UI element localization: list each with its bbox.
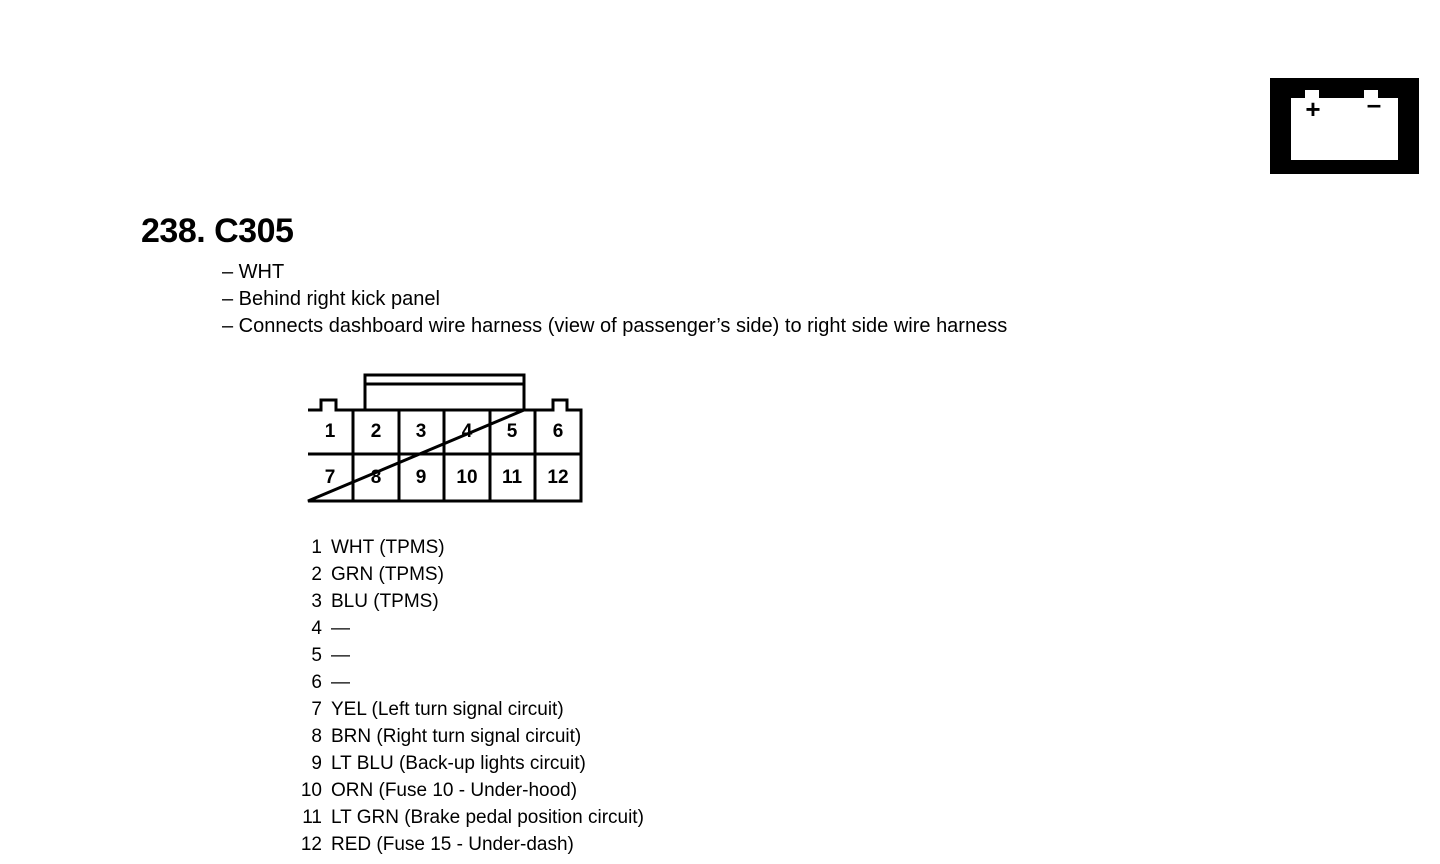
pin-row [296,534,644,561]
pin-description: WHT (TPMS) [331,537,445,558]
pin-row [296,696,644,723]
pin-description: — [331,672,350,693]
page-title: 238. C305 [141,212,294,250]
pin-row [296,831,644,858]
pin-number: 9 [311,753,322,774]
pin-description: LT BLU (Back-up lights circuit) [331,753,586,774]
cavity-1: 1 [324,421,336,442]
cavity-2: 2 [370,421,382,442]
connector-details [222,259,1007,340]
cavity-3: 3 [415,421,427,442]
pin-row [296,588,644,615]
pin-number: 1 [311,537,322,558]
pin-number: 4 [311,618,322,639]
battery-minus-sign: – [1366,89,1382,119]
pin-number: 2 [311,564,322,585]
battery-icon [1270,78,1419,174]
battery-plus-sign: + [1305,94,1321,124]
pin-row [296,615,644,642]
cavity-4: 4 [461,421,473,442]
pin-list [296,534,644,858]
cavity-12: 12 [547,467,569,488]
cavity-11: 11 [501,467,523,488]
pin-description: YEL (Left turn signal circuit) [331,699,564,720]
pin-description: — [331,618,350,639]
pin-row [296,669,644,696]
cavity-10: 10 [456,467,478,488]
pin-description: RED (Fuse 15 - Under-dash) [331,834,574,855]
pin-description: — [331,645,350,666]
detail-connects: – Connects dashboard wire harness (view of passenger’s side) to right side wire harness [222,315,1008,337]
pin-description: LT GRN (Brake pedal position circuit) [331,807,644,828]
pin-row [296,777,644,804]
pin-description: ORN (Fuse 10 - Under-hood) [331,780,578,801]
pin-row [296,642,644,669]
connector-diagram [300,368,590,508]
cavity-7: 7 [324,467,336,488]
pin-row [296,723,644,750]
pin-number: 6 [311,672,322,693]
pin-number: 12 [300,834,322,855]
cavity-6: 6 [552,421,564,442]
cavity-8: 8 [370,467,382,488]
pin-number: 3 [311,591,322,612]
pin-description: GRN (TPMS) [331,564,444,585]
pin-number: 11 [302,807,322,828]
pin-number: 10 [300,780,322,801]
pin-row [296,750,644,777]
connector-lock-tab [365,375,524,410]
pin-number: 8 [311,726,322,747]
pin-row [296,804,644,831]
pin-description: BLU (TPMS) [331,591,439,612]
detail-location: – Behind right kick panel [222,288,440,310]
pin-number: 7 [311,699,322,720]
pin-description: BRN (Right turn signal circuit) [331,726,582,747]
pin-number: 5 [311,645,322,666]
pin-row [296,561,644,588]
cavity-5: 5 [506,421,518,442]
detail-color: – WHT [222,261,285,283]
cavity-9: 9 [415,467,427,488]
